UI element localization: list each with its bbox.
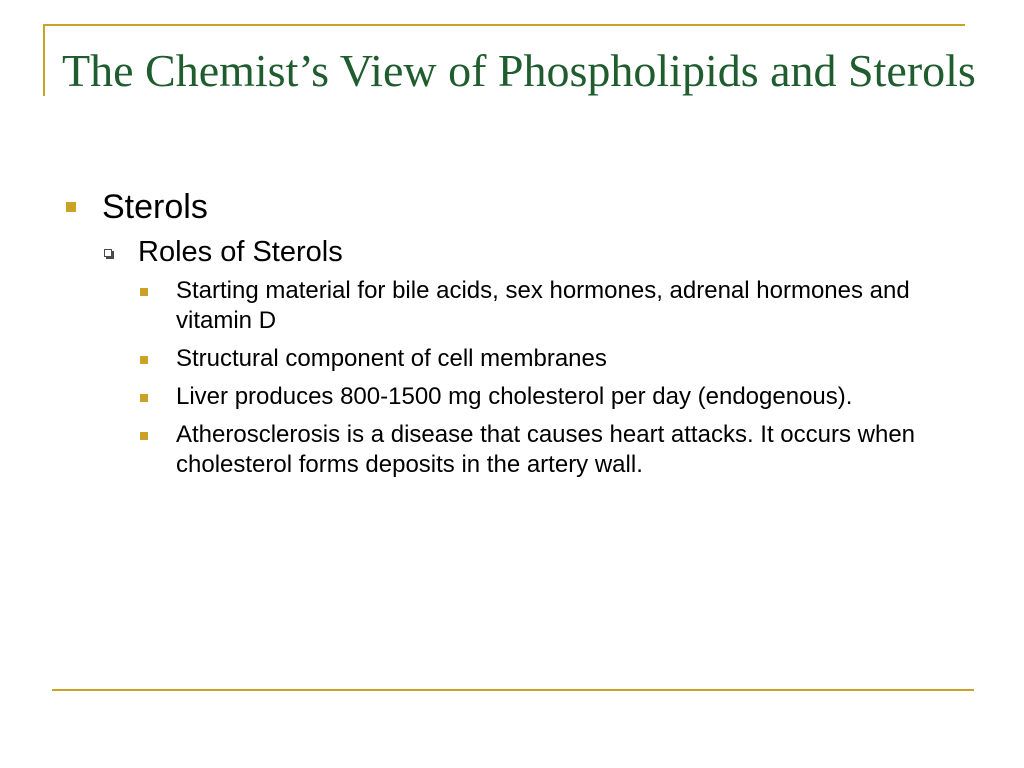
slide-content bbox=[62, 184, 982, 488]
bullet-level3-item bbox=[138, 382, 958, 412]
bullet-level2 bbox=[102, 232, 982, 272]
bullet-level3-text: Starting material for bile acids, sex hormones, adrenal hormones and vitamin D bbox=[176, 277, 910, 334]
bullet-level3-text: Liver produces 800-1500 mg cholesterol per day (endogenous). bbox=[176, 383, 853, 410]
bullet-level3-list bbox=[138, 276, 982, 480]
small-square-bullet-icon bbox=[140, 356, 148, 364]
square-bullet-icon bbox=[66, 202, 76, 212]
hollow-square-bullet-icon bbox=[104, 249, 112, 257]
bullet-level3-item bbox=[138, 344, 958, 374]
bullet-level1 bbox=[62, 184, 982, 230]
bullet-level3-text: Structural component of cell membranes bbox=[176, 345, 607, 372]
left-rule bbox=[43, 24, 45, 96]
top-rule bbox=[43, 24, 965, 26]
slide-title: The Chemist’s View of Phospholipids and Sterols bbox=[62, 45, 976, 96]
bullet-subheading-text: Roles of Sterols bbox=[138, 236, 343, 268]
bullet-level3-item bbox=[138, 420, 958, 480]
small-square-bullet-icon bbox=[140, 432, 148, 440]
bullet-level3-item bbox=[138, 276, 958, 336]
bullet-heading-text: Sterols bbox=[102, 188, 208, 226]
small-square-bullet-icon bbox=[140, 394, 148, 402]
bullet-level3-text: Atherosclerosis is a disease that causes heart attacks. It occurs when cholesterol forms deposits in the artery wall. bbox=[176, 421, 916, 478]
bottom-rule bbox=[52, 689, 974, 691]
small-square-bullet-icon bbox=[140, 288, 148, 296]
